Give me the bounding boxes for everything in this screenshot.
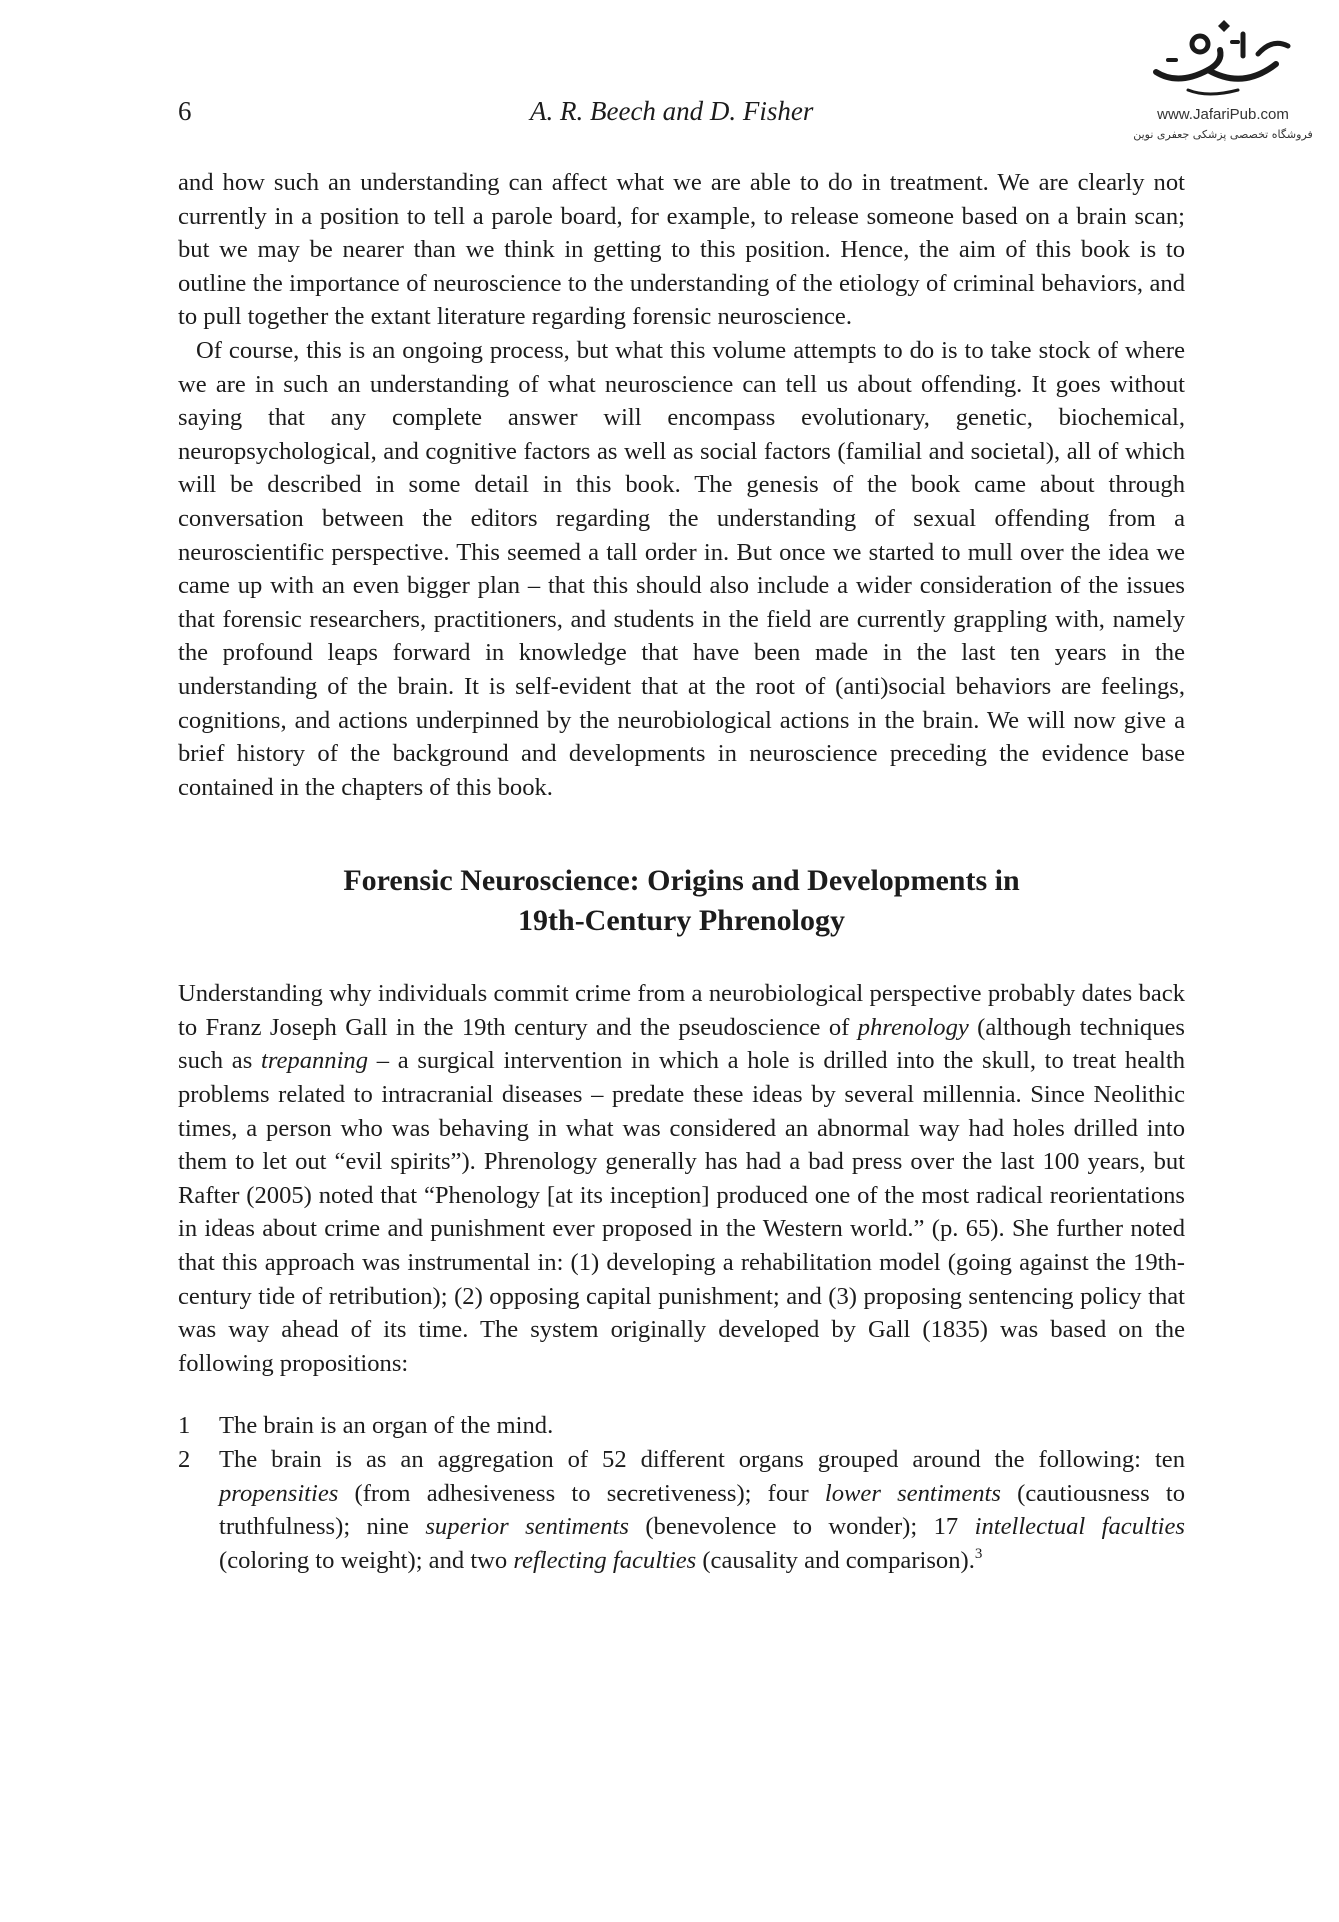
list-item-text: (causality and comparison).: [696, 1546, 975, 1574]
italic-term: phrenology: [857, 1013, 969, 1041]
footnote-marker[interactable]: 3: [974, 1545, 983, 1562]
page-body: [178, 166, 1185, 1577]
paragraph: Of course, this is an ongoing process, but what this volume attempts to do is to take stock of where we are in such an understanding of what neuroscience can tell us about offending. It goes without saying that any complete answer will encompass evolutionary, genetic, biochemical, neuropsychological, and cognitive factors as well as social factors (familial and societal), all of which will be described in some detail in this book. The genesis of the book came about through conversation between the editors regarding the understanding of sexual offending from a neuroscientific perspective. This seemed a tall order in. But once we started to mull over the idea we came up with an even bigger plan – that this should also include a wider consideration of the issues that forensic researchers, practitioners, and students in the field are currently grappling with, namely the profound leaps forward in knowledge that have been made in the last ten years in the understanding of the brain. It is self-evident that at the root of (anti)social behaviors are feelings, cognitions, and actions underpinned by the neurobiological actions in the brain. We will now give a brief history of the background and developments in neuroscience preceding the evidence base contained in the chapters of this book.: [178, 336, 1185, 801]
paragraph: and how such an understanding can affect what we are able to do in treatment. We are clearly not currently in a position to tell a parole board, for example, to release someone based on a brain scan; but we may be nearer than we think in getting to this position. Hence, the aim of this book is to outline the importance of neuroscience to the understanding of the etiology of criminal behaviors, and to pull together the extant literature regarding forensic neuroscience.: [178, 169, 1185, 331]
section-heading-line: Forensic Neuroscience: Origins and Developments in: [343, 864, 1020, 898]
paragraph-text: Understanding why individuals commit crime from a neurobiological perspective probably dates back to Franz Joseph Gall in the 19th century and the pseudoscience of: [178, 980, 1185, 1041]
list-item-text: (coloring to weight); and two: [219, 1546, 514, 1574]
list-item-text: (cautiousness to truthfulness); nine: [219, 1479, 1185, 1541]
italic-term: propensities: [219, 1479, 339, 1507]
italic-term: intellectual faculties: [974, 1513, 1185, 1541]
section-heading-line: 19th-Century Phrenology: [518, 904, 845, 938]
list-item-number: 1: [178, 1412, 191, 1440]
list-item-number: 2: [178, 1446, 191, 1473]
list-item-text: (from adhesiveness to secretiveness); four: [338, 1479, 825, 1507]
running-head: A. R. Beech and D. Fisher: [530, 96, 814, 126]
paragraph: [178, 977, 1185, 1380]
watermark-url: www.JafariPub.com: [1157, 106, 1289, 123]
watermark-tagline: فروشگاه تخصصی پزشکی جعفری نوین: [1133, 128, 1313, 141]
section-heading: [178, 861, 1185, 941]
italic-term: reflecting faculties: [513, 1546, 697, 1574]
list-item-text: The brain is an organ of the mind.: [219, 1412, 554, 1440]
italic-term: trepanning: [260, 1047, 369, 1075]
list-item-text: (benevolence to wonder); 17: [628, 1513, 975, 1541]
list-item: [178, 1443, 1185, 1577]
publisher-watermark: [1128, 20, 1318, 150]
page-number: 6: [178, 96, 192, 126]
propositions-list: [178, 1409, 1185, 1577]
italic-term: lower sentiments: [824, 1479, 1001, 1507]
paragraph-text: – a surgical intervention in which a hole is drilled into the skull, to treat health problems related to intracranial diseases – predate these ideas by several millennia. Since Neolithic times, a person who was behaving in what was considered an abnormal way had holes drilled into them to let out “evil spirits”). Phrenology generally has had a bad press over the last 100 years, but Rafter (2005) noted that “Phenology [at its inception] produced one of the most radical reorientations in ideas about crime and punishment ever proposed in the Western world.” (p. 65). She further noted that this approach was instrumental in: (1) developing a rehabilitation model (going against the 19th-century tide of retribution); (2) opposing capital punishment; and (3) proposing sentencing policy that was way ahead of its time. The system originally developed by Gall (1835) was based on the following propositions:: [178, 1047, 1185, 1377]
publisher-logo-icon: [1148, 20, 1298, 100]
list-item: [178, 1409, 1185, 1443]
list-item-text: The brain is as an aggregation of 52 different organs grouped around the following: ten: [219, 1446, 1185, 1473]
italic-term: superior sentiments: [425, 1513, 629, 1541]
paragraph-text: (although techniques such as: [178, 1013, 1185, 1075]
